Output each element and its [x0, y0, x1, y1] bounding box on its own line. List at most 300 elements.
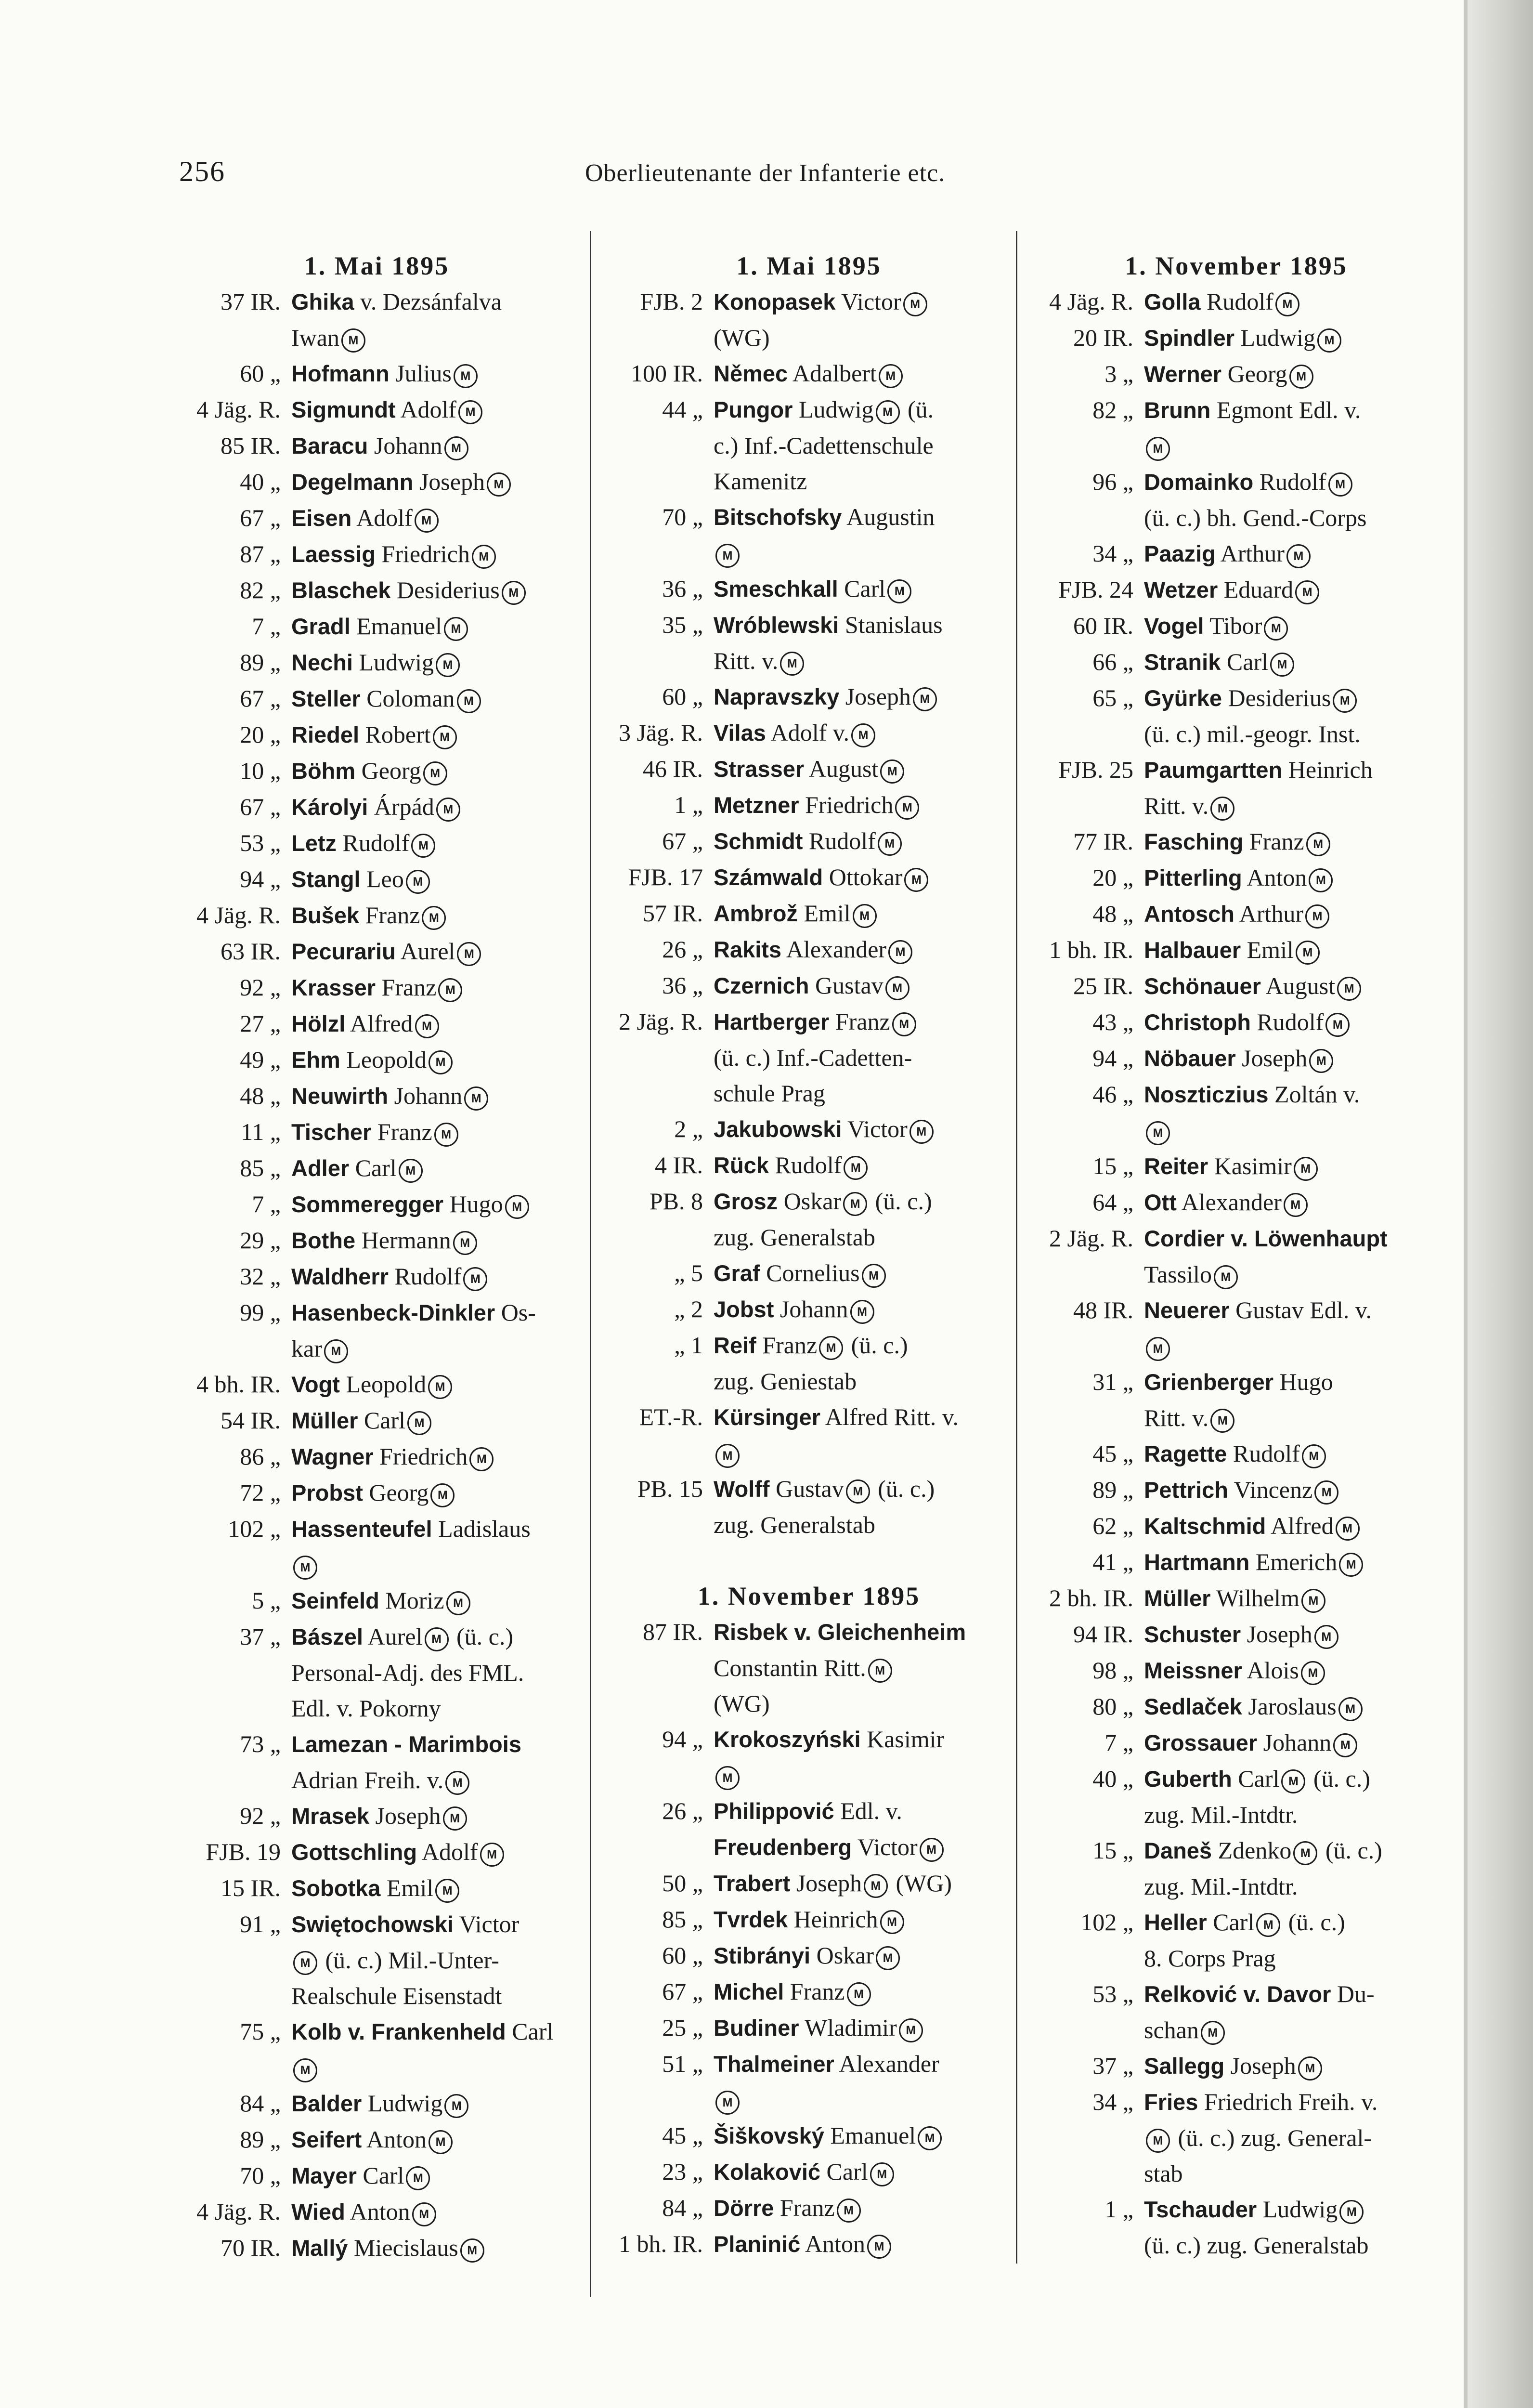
officer-name: Számwald — [714, 864, 823, 890]
entry-text — [291, 536, 583, 572]
medal-mark-icon: M — [505, 1195, 529, 1219]
regiment-label: 41 „ — [1092, 1548, 1133, 1575]
entry-text — [291, 1331, 583, 1366]
list-entry — [1030, 1220, 1442, 1256]
regiment-label: 46 „ — [1092, 1081, 1133, 1108]
officer-name: Hassenteufel — [291, 1516, 432, 1542]
entry-note: (ü. c.) — [450, 1623, 514, 1650]
medal-mark-icon: M — [1333, 1733, 1357, 1757]
regiment-label: 57 IR. — [643, 900, 703, 927]
list-entry — [602, 2154, 1016, 2190]
entry-text — [714, 1363, 1016, 1399]
medal-mark-icon: M — [480, 1843, 504, 1867]
officer-name: Vilas — [714, 720, 766, 746]
regiment-label: 66 „ — [1092, 648, 1133, 675]
regiment-label: 45 „ — [1092, 1440, 1133, 1467]
entry-detail: Du- — [1331, 1980, 1375, 2007]
medal-mark-icon: M — [879, 364, 903, 388]
medal-mark-icon: M — [469, 1447, 494, 1471]
entry-detail: Rudolf — [1250, 1008, 1324, 1035]
officer-name: Metzner — [714, 792, 799, 818]
regiment-label: 40 „ — [240, 468, 281, 495]
list-entry — [171, 644, 583, 681]
regiment-label: 102 „ — [1080, 1909, 1133, 1936]
regiment-label: 26 „ — [662, 1797, 703, 1824]
list-entry — [602, 1183, 1016, 1219]
list-entry — [602, 1721, 1016, 1757]
entry-text — [1144, 644, 1442, 680]
entry-text — [714, 1291, 1016, 1327]
entry-text — [1144, 1004, 1442, 1040]
list-entry — [171, 1186, 583, 1222]
entry-note: (ü. — [901, 396, 934, 423]
regiment-label: „ 1 — [674, 1332, 703, 1359]
officer-name: Kürsinger — [714, 1404, 820, 1430]
list-entry — [1030, 1472, 1442, 1508]
officer-name: Eisen — [291, 505, 352, 531]
medal-mark-icon: M — [850, 1300, 874, 1324]
officer-name: Graf — [714, 1260, 760, 1286]
medal-mark-icon: M — [895, 796, 919, 820]
entry-text — [1144, 1436, 1442, 1472]
medal-mark-icon: M — [460, 2238, 484, 2263]
list-entry — [1030, 716, 1442, 752]
entry-detail: (ü. c.) Inf.-Cadetten- — [714, 1044, 912, 1071]
list-entry — [602, 1901, 1016, 1937]
entry-detail: Joseph — [1224, 2052, 1296, 2079]
list-entry — [602, 2046, 1016, 2082]
entry-detail: Ludwig — [1234, 324, 1316, 351]
regiment-label: 91 „ — [240, 1911, 281, 1937]
entry-text — [1144, 1148, 1442, 1184]
officer-name: Steller — [291, 686, 361, 711]
list-entry — [171, 1619, 583, 1655]
entry-detail: Carl — [1232, 1765, 1280, 1792]
entry-text — [1144, 1940, 1442, 1976]
regiment-label: 4 Jäg. R. — [196, 396, 281, 423]
officer-name: Krokoszyński — [714, 1727, 861, 1752]
officer-name: Vogt — [291, 1372, 340, 1397]
medal-mark-icon: M — [1284, 1193, 1308, 1217]
entry-text — [714, 931, 1016, 968]
medal-mark-icon: M — [1338, 1697, 1363, 1721]
entry-text — [291, 1475, 583, 1511]
entry-detail: (WG) — [714, 1690, 770, 1717]
list-entry — [171, 2194, 583, 2230]
list-entry — [1030, 2084, 1442, 2120]
list-entry — [1030, 1580, 1442, 1616]
list-entry — [1030, 1364, 1442, 1400]
list-entry — [1030, 1292, 1442, 1328]
officer-name: Fries — [1144, 2089, 1198, 2115]
entry-detail: Emil — [380, 1874, 434, 1901]
officer-name: Neuwirth — [291, 1083, 389, 1109]
entry-detail: Augustin — [842, 503, 935, 530]
entry-detail: Anton — [362, 2126, 427, 2153]
entry-detail: Hugo — [443, 1191, 503, 1217]
entry-text — [291, 789, 583, 825]
regiment-label: 2 „ — [674, 1115, 703, 1142]
entry-text — [1144, 716, 1442, 752]
entry-detail: Robert — [359, 721, 431, 748]
entry-detail: Hugo — [1273, 1368, 1333, 1395]
entry-detail: Cornelius — [760, 1259, 860, 1286]
regiment-label: 67 „ — [240, 685, 281, 712]
regiment-label: 100 IR. — [631, 360, 703, 387]
list-entry — [602, 1686, 1016, 1721]
list-entry — [1030, 284, 1442, 320]
officer-name: Lamezan - Marimbois — [291, 1731, 521, 1757]
officer-name: Waldherr — [291, 1264, 389, 1289]
officer-name: Guberth — [1144, 1766, 1232, 1792]
regiment-label: 70 „ — [662, 503, 703, 530]
list-entry — [602, 1255, 1016, 1291]
medal-mark-icon: M — [885, 976, 909, 1000]
medal-mark-icon: M — [423, 761, 447, 785]
list-entry — [1030, 356, 1442, 392]
medal-mark-icon: M — [436, 653, 460, 677]
entry-note: (ü. c.) — [845, 1332, 908, 1359]
entry-detail: August — [804, 755, 879, 782]
officer-name: Kaltschmid — [1144, 1513, 1266, 1539]
officer-name: Dörre — [714, 2195, 774, 2221]
entry-text — [1144, 2048, 1442, 2084]
list-entry — [171, 1798, 583, 1834]
list-entry — [171, 1258, 583, 1295]
entry-text — [291, 1402, 583, 1439]
officer-name: Noszticzius — [1144, 1082, 1269, 1107]
officer-name: Antosch — [1144, 901, 1234, 927]
officer-name: Müller — [291, 1408, 358, 1433]
officer-name: Ghika — [291, 289, 354, 314]
list-entry — [1030, 2191, 1442, 2227]
officer-name: Rakits — [714, 937, 782, 962]
list-entry — [171, 500, 583, 536]
list-entry — [171, 1547, 583, 1583]
medal-mark-icon: M — [406, 870, 430, 894]
officer-name: Sobotka — [291, 1875, 381, 1901]
list-entry — [171, 1583, 583, 1619]
officer-name: Sigmundt — [291, 397, 396, 422]
entry-detail: Rudolf — [1227, 1440, 1300, 1467]
entry-detail: schan — [1144, 2016, 1199, 2043]
entry-text — [1144, 1869, 1442, 1904]
list-entry — [1030, 536, 1442, 572]
officer-name: Domainko — [1144, 469, 1254, 495]
entry-note: (ü. c.) — [1307, 1765, 1370, 1792]
entry-text — [291, 284, 583, 320]
entry-detail: (ü. c.) zug. Generalstab — [1144, 2232, 1369, 2259]
regiment-label: 4 bh. IR. — [196, 1371, 281, 1398]
list-entry — [1030, 680, 1442, 716]
list-entry — [171, 1078, 583, 1114]
medal-mark-icon: M — [1301, 1589, 1325, 1613]
regiment-label: 37 IR. — [221, 288, 281, 315]
entry-text — [1144, 2191, 1442, 2227]
entry-text — [291, 1942, 583, 1978]
medal-mark-icon: M — [870, 2162, 894, 2186]
entry-detail: Ludwig — [792, 396, 874, 423]
entry-detail: Joseph — [1235, 1045, 1308, 1072]
entry-text — [291, 1798, 583, 1834]
entry-detail: Carl — [838, 575, 886, 602]
list-entry — [171, 1402, 583, 1439]
officer-name: Brunn — [1144, 397, 1211, 423]
entry-detail: Wladimir — [799, 2014, 897, 2041]
entry-detail: Aurel — [363, 1623, 423, 1650]
entry-detail: Adolf — [351, 504, 413, 531]
entry-text — [1144, 1508, 1442, 1544]
list-entry — [602, 499, 1016, 535]
entry-text — [714, 535, 1016, 571]
entry-text — [291, 1439, 583, 1475]
officer-name: Bitschofsky — [714, 504, 842, 530]
regiment-label: 34 „ — [1092, 2088, 1133, 2115]
medal-mark-icon: M — [1214, 1265, 1238, 1289]
regiment-label: 82 „ — [1092, 396, 1133, 423]
entry-text — [1144, 1544, 1442, 1580]
list-entry — [171, 1906, 583, 1942]
entry-text — [291, 2230, 583, 2266]
list-entry — [171, 1978, 583, 2014]
entry-detail: zug. Geniestab — [714, 1368, 857, 1395]
regiment-label: 2 Jäg. R. — [619, 1008, 703, 1035]
medal-mark-icon: M — [1339, 1553, 1363, 1577]
entry-detail: Rudolf — [1253, 468, 1326, 495]
medal-mark-icon: M — [425, 1627, 449, 1651]
section-date-header: 1. November 1895 — [697, 1582, 921, 1610]
list-entry — [1030, 1436, 1442, 1472]
entry-text — [714, 2190, 1016, 2226]
regiment-label: 27 „ — [240, 1010, 281, 1037]
regiment-label: ET.-R. — [639, 1403, 703, 1430]
medal-mark-icon: M — [435, 1879, 459, 1903]
officer-name: Mrasek — [291, 1803, 369, 1829]
list-entry — [171, 1942, 583, 1978]
entry-text — [291, 1619, 583, 1655]
list-entry — [1030, 968, 1442, 1004]
entry-detail: Carl — [356, 2162, 404, 2189]
entry-detail: Rudolf — [337, 829, 410, 856]
list-entry — [1030, 464, 1442, 500]
medal-mark-icon: M — [445, 1771, 469, 1795]
medal-mark-icon: M — [887, 579, 911, 603]
medal-mark-icon: M — [446, 1591, 470, 1615]
list-entry — [171, 1870, 583, 1906]
list-entry — [602, 1040, 1016, 1075]
list-entry — [602, 2118, 1016, 2154]
regiment-label: 92 „ — [240, 1802, 281, 1829]
medal-mark-icon: M — [458, 400, 482, 424]
entry-detail: Jaroslaus — [1242, 1693, 1337, 1720]
officer-name: Risbek v. Gleichenheim — [714, 1619, 966, 1645]
regiment-label: FJB. 17 — [628, 864, 703, 890]
entry-detail: Julius — [389, 360, 452, 387]
regiment-label: 11 „ — [241, 1118, 281, 1145]
entry-text — [1144, 1184, 1442, 1220]
regiment-label: 72 „ — [240, 1479, 281, 1506]
regiment-label: 45 „ — [662, 2122, 703, 2149]
officer-name: Wagner — [291, 1444, 374, 1469]
list-entry — [171, 284, 583, 320]
list-entry — [602, 1147, 1016, 1183]
entry-detail: Ritt. v. — [714, 647, 779, 674]
entry-text — [714, 2010, 1016, 2046]
list-entry — [171, 2014, 583, 2050]
officer-name: Relković v. Davor — [1144, 1981, 1331, 2007]
entry-detail: Anton — [1242, 864, 1307, 891]
entry-detail: Emanuel — [350, 613, 442, 640]
list-entry — [602, 1614, 1016, 1650]
list-entry — [602, 679, 1016, 715]
medal-mark-icon: M — [876, 400, 900, 424]
officer-name: Golla — [1144, 289, 1201, 314]
list-entry — [602, 1363, 1016, 1399]
regiment-label: 31 „ — [1092, 1368, 1133, 1395]
entry-text — [714, 1937, 1016, 1974]
medal-mark-icon: M — [847, 1982, 871, 2006]
entry-detail: Carl — [820, 2158, 868, 2185]
entry-detail: Johann — [388, 1082, 463, 1109]
entry-text — [291, 1834, 583, 1870]
officer-name: Trabert — [714, 1871, 791, 1896]
list-entry — [171, 1511, 583, 1547]
entry-detail: Alfred — [1266, 1512, 1334, 1539]
medal-mark-icon: M — [1309, 868, 1333, 892]
entry-text — [1144, 2227, 1442, 2263]
officer-name: Swiętochowski — [291, 1911, 454, 1937]
regiment-label: 37 „ — [1092, 2052, 1133, 2079]
entry-text — [714, 1327, 1016, 1363]
entry-detail: Ritt. v. — [1144, 1404, 1209, 1431]
entry-text — [1144, 2120, 1442, 2156]
list-entry — [602, 392, 1016, 428]
entry-detail: Georg — [355, 757, 421, 784]
officer-name: Šiškovský — [714, 2123, 824, 2148]
medal-mark-icon: M — [892, 1012, 916, 1036]
medal-mark-icon: M — [411, 834, 435, 858]
regiment-label: 49 „ — [240, 1046, 281, 1073]
entry-text — [1144, 2084, 1442, 2120]
list-entry — [171, 1439, 583, 1475]
medal-mark-icon: M — [502, 581, 526, 605]
officer-name: Smeschkall — [714, 576, 838, 602]
entry-text — [714, 428, 1016, 463]
entry-text — [291, 2014, 583, 2050]
medal-mark-icon: M — [1281, 1769, 1305, 1793]
regiment-label: 37 „ — [240, 1623, 281, 1650]
medal-mark-icon: M — [715, 2091, 740, 2115]
list-entry — [171, 536, 583, 572]
entry-text — [714, 1974, 1016, 2010]
officer-name: Czernich — [714, 973, 809, 998]
list-entry — [1030, 1761, 1442, 1797]
entry-text — [1144, 1832, 1442, 1869]
medal-mark-icon: M — [913, 687, 937, 711]
list-entry — [602, 715, 1016, 751]
entry-detail: Alexander — [834, 2050, 939, 2077]
list-entry — [1030, 500, 1442, 536]
entry-text — [291, 1295, 583, 1331]
page-edge-line — [1464, 0, 1468, 2408]
officer-name: Gottschling — [291, 1839, 417, 1865]
entry-text — [1144, 500, 1442, 536]
entry-text — [291, 1511, 583, 1547]
list-entry — [1030, 1004, 1442, 1040]
entry-detail: Friedrich Freih. v. — [1198, 2088, 1378, 2115]
entry-detail: Alfred Ritt. v. — [820, 1403, 959, 1430]
entry-detail: Gustav — [769, 1475, 844, 1502]
regiment-label: 48 „ — [240, 1082, 281, 1109]
list-entry — [602, 1650, 1016, 1686]
running-title: Oberlieutenante der Infanterie etc. — [585, 159, 946, 187]
entry-detail: Moriz — [379, 1587, 444, 1614]
entry-detail: Realschule Eisenstadt — [291, 1982, 502, 2009]
entry-text — [1144, 680, 1442, 716]
regiment-label: 34 „ — [1092, 540, 1133, 567]
officer-name: Němec — [714, 361, 788, 386]
officer-name: Pitterling — [1144, 865, 1242, 890]
entry-text — [291, 681, 583, 717]
entry-detail: Carl — [1221, 648, 1268, 675]
regiment-label: 89 „ — [240, 2126, 281, 2153]
regiment-label: 67 „ — [662, 1978, 703, 2005]
entry-detail: Tassilo — [1144, 1261, 1212, 1288]
entry-text — [291, 2158, 583, 2194]
regiment-label: FJB. 25 — [1058, 756, 1133, 783]
list-entry — [1030, 1508, 1442, 1544]
medal-mark-icon: M — [428, 1375, 452, 1399]
entry-text — [714, 355, 1016, 392]
entry-text — [714, 1793, 1016, 1829]
officer-name: Strasser — [714, 756, 805, 782]
list-entry — [171, 1006, 583, 1042]
entry-text — [714, 499, 1016, 535]
entry-text — [291, 1906, 583, 1942]
entry-detail: Franz — [774, 2194, 835, 2221]
list-entry — [1030, 1725, 1442, 1761]
regiment-label: 94 IR. — [1073, 1621, 1133, 1648]
entry-detail: Emil — [1241, 936, 1294, 963]
medal-mark-icon: M — [433, 725, 457, 749]
entry-text — [1144, 1220, 1442, 1256]
medal-mark-icon: M — [1302, 1444, 1326, 1468]
medal-mark-icon: M — [1309, 1049, 1333, 1073]
list-entry — [1030, 392, 1442, 428]
officer-name: Pettrich — [1144, 1477, 1228, 1503]
list-entry — [1030, 2227, 1442, 2263]
officer-name: Planinić — [714, 2231, 801, 2257]
entry-detail: kar — [291, 1335, 322, 1362]
entry-text — [291, 1186, 583, 1222]
entry-detail: Franz — [829, 1008, 890, 1035]
regiment-label: 7 „ — [1104, 1729, 1133, 1756]
list-entry — [1030, 1040, 1442, 1076]
medal-mark-icon: M — [853, 904, 877, 928]
medal-mark-icon: M — [324, 1339, 348, 1363]
regiment-label: 35 „ — [662, 611, 703, 638]
entry-text — [1144, 1616, 1442, 1652]
entry-text — [291, 428, 583, 464]
regiment-label: 84 „ — [662, 2194, 703, 2221]
page-edge-shadow — [1466, 0, 1533, 2408]
list-entry — [602, 1471, 1016, 1507]
medal-mark-icon: M — [868, 1659, 892, 1683]
entry-text — [1144, 896, 1442, 932]
officer-name: Tvrdek — [714, 1907, 788, 1932]
list-entry — [602, 1507, 1016, 1543]
officer-name: Wetzer — [1144, 577, 1218, 602]
